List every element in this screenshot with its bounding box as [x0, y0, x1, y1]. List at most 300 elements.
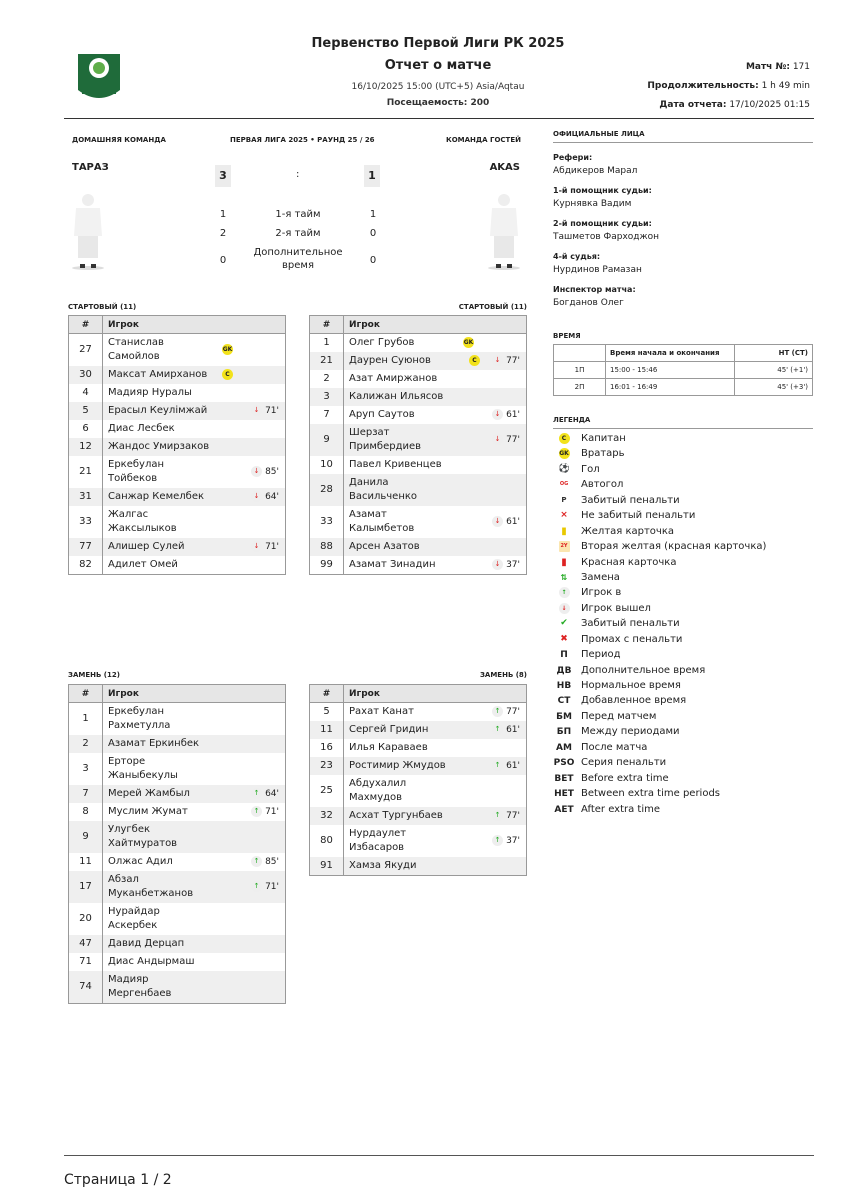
legend-symbol: ×: [560, 510, 568, 521]
event-minute: 77': [506, 435, 520, 445]
event-minute: 71': [265, 807, 279, 817]
table-row: [310, 825, 527, 857]
in-icon: [553, 586, 575, 601]
legend-abbr: ДВ: [556, 665, 572, 676]
player-cell: [344, 857, 527, 876]
time-col-range: Время начала и окончания: [606, 345, 735, 362]
official-name: Абдикеров Марал: [553, 166, 638, 176]
player-number: 7: [310, 406, 344, 424]
player-name: Шерзат Примбердиев: [349, 427, 422, 452]
player-name: Азамат Зинадин: [349, 559, 436, 570]
txt-icon: [553, 725, 575, 740]
player-name: Ростимир Жмудов: [349, 760, 446, 771]
col-number: #: [310, 685, 344, 703]
red-icon: [553, 556, 575, 571]
table-row: [69, 903, 286, 935]
player-cell: [344, 739, 527, 757]
player-name: Азамат Калымбетов: [349, 509, 415, 534]
event-minute: 37': [506, 560, 520, 570]
footer-divider: [64, 1155, 814, 1156]
period-away-score: 0: [369, 228, 377, 239]
substitution-event: [492, 723, 520, 737]
event-minute: 71': [265, 406, 279, 416]
legend-abbr: НВ: [556, 681, 572, 691]
player-name: Рахат Канат: [349, 706, 414, 717]
player-cell: [103, 438, 286, 456]
legend-label: Добавленное время: [581, 695, 687, 707]
player-cell: [103, 935, 286, 953]
player-name: Олжас Адил: [108, 856, 173, 867]
player-number: 17: [69, 871, 103, 903]
player-name: Еркебулан Рахметулла: [108, 706, 171, 731]
player-number: 21: [310, 352, 344, 370]
legend-label: Перед матчем: [581, 710, 657, 722]
table-row: [69, 803, 286, 821]
home-team-label: ДОМАШНЯЯ КОМАНДА: [72, 136, 166, 144]
player-in-icon: ↑: [492, 724, 503, 735]
table-row: [310, 757, 527, 775]
table-row: [69, 384, 286, 402]
legend-label: Нормальное время: [581, 680, 681, 691]
player-cell: [344, 757, 527, 775]
legend-item: [553, 431, 766, 446]
og-icon: [553, 478, 575, 493]
substitution-event: [492, 834, 520, 848]
match-number: Матч №: 171: [745, 62, 810, 72]
player-cell: [103, 366, 286, 384]
report-date: Дата отчета: 17/10/2025 01:15: [659, 100, 810, 110]
legend-label: Забитый пенальти: [581, 618, 680, 630]
official-role: 1-й помощник судьи:: [553, 186, 652, 195]
player-number: 1: [310, 334, 344, 353]
player-number: 33: [69, 506, 103, 538]
legend-title: ЛЕГЕНДА: [553, 416, 813, 429]
player-cell: [103, 420, 286, 438]
txt-icon: [553, 664, 575, 679]
pso-ok-icon: [553, 617, 575, 632]
table-row: [69, 538, 286, 556]
player-name: Асхат Тургунбаев: [349, 810, 443, 821]
txt-icon: [553, 694, 575, 709]
player-name: Нурдаулет Избасаров: [349, 828, 407, 853]
substitution-event: [492, 433, 520, 447]
player-number: 9: [69, 821, 103, 853]
event-minute: 64': [265, 492, 279, 502]
legend-item: [553, 755, 766, 770]
player-cell: [103, 384, 286, 402]
table-row: [310, 352, 527, 370]
legend-label: Игрок вышел: [581, 602, 651, 614]
time-row: [554, 362, 813, 379]
player-cell: [103, 456, 286, 488]
legend-item: [553, 616, 766, 631]
sub-icon: [553, 571, 575, 586]
legend-label: Гол: [581, 463, 600, 475]
player-number: 88: [310, 538, 344, 556]
player-cell: [103, 538, 286, 556]
player-name: Азамат Еркинбек: [108, 738, 200, 749]
player-out-icon: ↓: [492, 434, 503, 445]
player-number: 2: [69, 735, 103, 753]
legend-item: [553, 585, 766, 600]
player-name: Максат Амирханов: [108, 369, 208, 380]
away-score: 1: [364, 165, 380, 187]
table-row: [310, 857, 527, 876]
table-row: [310, 388, 527, 406]
player-number: 8: [69, 803, 103, 821]
legend-label: After extra time: [581, 803, 661, 815]
player-cell: [103, 703, 286, 736]
player-out-icon: ↓: [251, 466, 262, 477]
period-label: 1-я тайм: [275, 209, 321, 220]
goal-icon: [553, 463, 575, 478]
legend-symbol: P: [561, 495, 567, 504]
table-row: [69, 556, 286, 575]
player-name: Алишер Сулей: [108, 541, 185, 552]
y2-icon: [553, 540, 575, 555]
legend-abbr: AET: [554, 804, 574, 815]
player-number: 9: [310, 424, 344, 456]
captain-badge: C: [469, 355, 480, 366]
legend-item: [553, 446, 766, 461]
legend-label: Замена: [581, 571, 620, 583]
player-number: 25: [310, 775, 344, 807]
player-name: Муслим Жумат: [108, 806, 188, 817]
player-number: 27: [69, 334, 103, 367]
table-row: [310, 775, 527, 807]
table-row: [310, 721, 527, 739]
time-table: [553, 344, 813, 396]
player-number: 16: [310, 739, 344, 757]
legend-item: [553, 508, 766, 523]
player-cell: [344, 775, 527, 807]
player-out-icon: ↓: [492, 409, 503, 420]
player-number: 91: [310, 857, 344, 876]
player-name: Азат Амиржанов: [349, 373, 438, 384]
player-cell: [103, 971, 286, 1004]
legend-label: Серия пенальти: [581, 757, 667, 769]
legend-item: [553, 647, 766, 662]
legend-label: Капитан: [581, 433, 626, 444]
player-name: Олег Грубов: [349, 337, 415, 348]
player-cell: [103, 785, 286, 803]
home-score: 3: [215, 165, 231, 187]
period-away-score: 1: [369, 209, 377, 220]
legend-abbr: СТ: [557, 696, 571, 707]
player-number: 2: [310, 370, 344, 388]
substitution-event: [251, 540, 279, 554]
txt-icon: [553, 787, 575, 802]
goalkeeper-badge: GK: [222, 346, 233, 353]
event-minute: 71': [265, 882, 279, 892]
player-number: 28: [310, 474, 344, 506]
player-name: Мерей Жамбыл: [108, 788, 190, 799]
legend-symbol: ⇅: [560, 572, 568, 582]
official-name: Ташметов Фарходжон: [553, 232, 660, 242]
legend-item: [553, 601, 766, 616]
player-number: 6: [69, 420, 103, 438]
table-row: [69, 871, 286, 903]
pen-icon: [553, 494, 575, 509]
legend-label: Вратарь: [581, 448, 625, 460]
legend-item: [553, 771, 766, 786]
player-cell: [103, 735, 286, 753]
player-cell: [103, 903, 286, 935]
player-out-icon: ↓: [251, 491, 262, 502]
txt-icon: [553, 648, 575, 663]
player-cell: [344, 456, 527, 474]
col-player: Игрок: [344, 685, 527, 703]
player-cell: [344, 825, 527, 857]
substitution-event: [492, 515, 520, 529]
legend-abbr: БМ: [556, 711, 572, 722]
table-row: [310, 506, 527, 538]
legend-abbr: П: [560, 650, 568, 661]
table-row: [310, 406, 527, 424]
legend-item: [553, 524, 766, 539]
player-number: 11: [69, 853, 103, 871]
event-minute: 37': [506, 836, 520, 846]
table-row: [310, 474, 527, 506]
player-cell: [344, 424, 527, 456]
player-cell: [344, 807, 527, 825]
player-name: Абзал Муканбетжанов: [108, 874, 194, 899]
legend-symbol: ⚽: [558, 463, 570, 474]
player-in-icon: ↑: [251, 788, 262, 799]
captain-icon: [553, 432, 575, 447]
player-number: 7: [69, 785, 103, 803]
player-number: 5: [310, 703, 344, 722]
event-minute: 61': [506, 410, 520, 420]
home-starting-table: [68, 315, 286, 575]
legend-label: Желтая карточка: [581, 525, 674, 537]
legend-label: Between extra time periods: [581, 788, 721, 800]
legend-abbr: PSO: [553, 758, 575, 769]
txt-icon: [553, 741, 575, 756]
away-start-label: СТАРТОВЫЙ (11): [458, 303, 527, 311]
player-in-icon: ↑: [492, 835, 503, 846]
player-name: Жалгас Жаксылыков: [108, 509, 177, 534]
table-row: [69, 456, 286, 488]
table-row: [69, 402, 286, 420]
player-name: Арсен Азатов: [349, 541, 420, 552]
substitution-event: [492, 705, 520, 719]
player-cell: [344, 721, 527, 739]
txt-icon: [553, 803, 575, 818]
table-row: [69, 703, 286, 736]
legend-abbr: БП: [556, 727, 572, 738]
txt-icon: [553, 772, 575, 787]
officials-panel: [553, 130, 813, 308]
substitution-event: [492, 558, 520, 572]
player-name: Станислав Самойлов: [108, 337, 164, 362]
player-name: Адилет Омей: [108, 559, 178, 570]
player-name: Диас Лесбек: [108, 423, 175, 434]
substitution-event: [251, 805, 279, 819]
official-name: Курнявка Вадим: [553, 199, 632, 209]
player-name: Диас Андырмаш: [108, 956, 195, 967]
player-number: 12: [69, 438, 103, 456]
player-name: Данила Васильченко: [349, 477, 418, 502]
legend-item: [553, 802, 766, 817]
player-number: 31: [69, 488, 103, 506]
player-out-icon: ↓: [251, 541, 262, 552]
player-cell: [103, 871, 286, 903]
player-number: 10: [310, 456, 344, 474]
period-home-score: 0: [219, 255, 227, 266]
col-player: Игрок: [103, 316, 286, 334]
legend-item: [553, 477, 766, 492]
legend-item: [553, 740, 766, 755]
substitution-event: [492, 354, 520, 368]
event-minute: 64': [265, 789, 279, 799]
player-number: 23: [310, 757, 344, 775]
legend-symbol: ✔: [560, 618, 568, 629]
legend-item: [553, 693, 766, 708]
player-cell: [103, 506, 286, 538]
legend-symbol: OG: [559, 481, 569, 488]
report-subtitle: Отчет о матче: [384, 58, 492, 73]
player-name: Санжар Кемелбек: [108, 491, 205, 502]
official-role: 2-й помощник судьи:: [553, 219, 652, 228]
player-number: 3: [69, 753, 103, 785]
legend-item: [553, 786, 766, 801]
official-name: Богданов Олег: [553, 298, 624, 308]
table-header: [69, 685, 286, 703]
legend-abbr: BET: [554, 773, 574, 784]
player-cell: [344, 556, 527, 575]
player-out-icon: ↓: [492, 559, 503, 570]
player-cell: [103, 488, 286, 506]
table-row: [69, 953, 286, 971]
substitution-event: [251, 855, 279, 869]
player-number: 21: [69, 456, 103, 488]
home-subs-table: [68, 684, 286, 1004]
table-row: [310, 703, 527, 722]
table-row: [69, 785, 286, 803]
player-number: 80: [310, 825, 344, 857]
away-team-label: КОМАНДА ГОСТЕЙ: [446, 136, 521, 144]
away-starting-table: [309, 315, 527, 575]
player-name: Калижан Ильясов: [349, 391, 444, 402]
period-ht: 45' (+3'): [735, 379, 813, 396]
match-duration: Продолжительность: 1 h 49 min: [647, 81, 810, 91]
header-divider: [64, 118, 814, 119]
player-cell: [344, 334, 527, 353]
legend: [553, 431, 766, 817]
official-role: Инспектор матча:: [553, 285, 636, 294]
txt-icon: [553, 710, 575, 725]
col-player: Игрок: [103, 685, 286, 703]
event-minute: 77': [506, 356, 520, 366]
player-cell: [103, 402, 286, 420]
substitution-event: [492, 759, 520, 773]
player-cell: [103, 853, 286, 871]
page-number: Страница 1 / 2: [64, 1172, 172, 1188]
legend-label: Игрок в: [581, 587, 622, 599]
table-row: [69, 971, 286, 1004]
table-row: [310, 739, 527, 757]
legend-item: [553, 663, 766, 678]
legend-item: [553, 555, 766, 570]
time-title: ВРЕМЯ: [553, 332, 581, 340]
player-name: Даурен Суюнов: [349, 355, 431, 366]
table-header: [310, 685, 527, 703]
legend-item: [553, 709, 766, 724]
txt-icon: [553, 756, 575, 771]
away-subs-table: [309, 684, 527, 876]
time-col-ht: HT (СТ): [735, 345, 813, 362]
league-logo: [74, 50, 124, 106]
player-cell: [103, 953, 286, 971]
player-cell: [344, 388, 527, 406]
captain-badge: C: [222, 369, 233, 380]
player-name: Илья Караваев: [349, 742, 428, 753]
substitution-event: [492, 809, 520, 823]
col-number: #: [310, 316, 344, 334]
period-home-score: 2: [219, 228, 227, 239]
legend-item: [553, 724, 766, 739]
player-in-icon: ↑: [492, 760, 503, 771]
player-cell: [344, 506, 527, 538]
player-cell: [103, 334, 286, 367]
away-subs-label: ЗАМЕНЬ (8): [479, 671, 527, 679]
round-label: ПЕРВАЯ ЛИГА 2025 • РАУНД 25 / 26: [230, 136, 375, 144]
period-name: 2П: [554, 379, 606, 396]
legend-symbol: ▮: [561, 556, 567, 568]
player-cell: [344, 406, 527, 424]
legend-item: [553, 462, 766, 477]
player-name: Хамза Якуди: [349, 860, 417, 871]
player-name: Павел Кривенцев: [349, 459, 442, 470]
table-row: [69, 420, 286, 438]
legend-symbol: GK: [559, 450, 569, 458]
table-row: [69, 438, 286, 456]
col-number: #: [69, 685, 103, 703]
substitution-event: [492, 408, 520, 422]
event-minute: 85': [265, 857, 279, 867]
player-in-icon: ↑: [251, 881, 262, 892]
player-number: 4: [69, 384, 103, 402]
legend-item: [553, 493, 766, 508]
player-in-icon: ↑: [251, 806, 262, 817]
table-row: [310, 556, 527, 575]
legend-symbol: ▮: [561, 525, 567, 537]
table-row: [69, 334, 286, 367]
player-number: 33: [310, 506, 344, 538]
player-out-icon: ↓: [492, 516, 503, 527]
away-team-name: AKAS: [489, 162, 520, 173]
player-number: 47: [69, 935, 103, 953]
period-ht: 45' (+1'): [735, 362, 813, 379]
score-separator: :: [296, 169, 300, 180]
substitution-event: [251, 465, 279, 479]
legend-label: Вторая желтая (красная карточка): [581, 541, 767, 553]
legend-label: Автогол: [581, 479, 624, 491]
player-number: 5: [69, 402, 103, 420]
player-in-icon: ↑: [492, 706, 503, 717]
player-number: 1: [69, 703, 103, 736]
legend-item: [553, 678, 766, 693]
table-row: [310, 807, 527, 825]
col-number: #: [69, 316, 103, 334]
table-row: [69, 735, 286, 753]
legend-label: Before extra time: [581, 772, 669, 784]
home-subs-label: ЗАМЕНЬ (12): [68, 671, 120, 679]
player-number: 82: [69, 556, 103, 575]
table-row: [69, 488, 286, 506]
legend-symbol: ↓: [559, 603, 570, 614]
